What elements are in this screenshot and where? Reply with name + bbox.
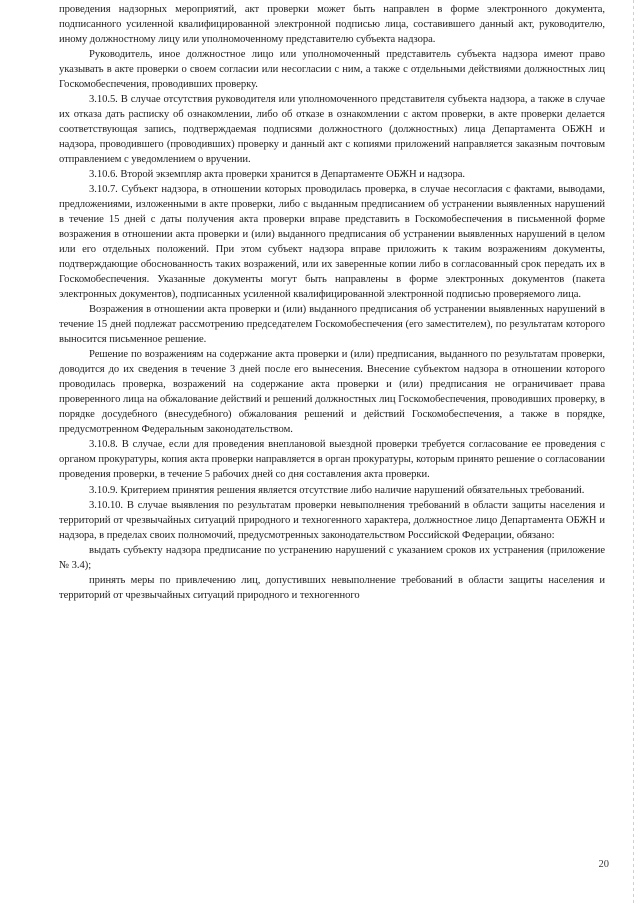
scan-edge xyxy=(633,0,634,905)
paragraph-3-10-5: 3.10.5. В случае отсутствия руководителя или уполномоченного представителя субъекта надзора, а также в случае их отказа дать расписку об ознакомлении, либо об отказе в ознакомлении с актом проверки, в акте проверки делается соответствующая запись, подтверждаемая подписями должностного (должностных) лица Департамента ОБЖН и надзора, проводившего (проводивших) проверку и данный акт с копиями приложений направляется заказным почтовым отправлением с уведомлением о вручении. xyxy=(59,94,605,166)
document-body xyxy=(59,2,605,603)
paragraph-3-10-7: 3.10.7. Субъект надзора, в отношении которых проводилась проверка, в случае несогласия с фактами, выводами, предложениями, изложенными в акте проверки, либо с выданным предписанием об устранении выявленных нарушений в течение 15 дней с даты получения акта проверки вправе представить в Госкомобеспечения в письменной форме возражения в отношении акта проверки и (или) выданного предписания об устранении выявленных нарушений в целом или его отдельных положений. При этом субъект надзора вправе приложить к таким возражениям документы, подтверждающие обоснованность таких возражений, или их заверенные копии либо в согласованный срок передать их в Госкомобеспечения. Указанные документы могут быть направлены в форме электронных документов (пакета электронных документов), подписанных усиленной квалифицированной электронной подписью проверяемого лица. xyxy=(59,184,605,301)
paragraph-issue-order: выдать субъекту надзора предписание по устранению нарушений с указанием сроков их устранения (приложение № 3.4); xyxy=(59,544,605,571)
page-number: 20 xyxy=(598,859,609,870)
paragraph-objections: Возражения в отношении акта проверки и (или) выданного предписания об устранении выявленных нарушений в течение 15 дней подлежат рассмотрению председателем Госкомобеспечения (его заместителем), по результатам которого выносится письменное решение. xyxy=(59,304,605,346)
paragraph-decision: Решение по возражениям на содержание акта проверки и (или) предписания, выданного по результатам проверки, доводится до их сведения в течение 3 дней после его вынесения. Внесение субъектом надзора в отношении которого проводилась проверка, возражений на содержание акта проверки и (или) предписания не ограничивает права проверенного лица на обжалование действий и решений должностных лиц Госкомобеспечения, проводивших проверку, в порядке досудебного (внесудебного) обжалования решений и действий Госкомобеспечения, а также в порядке, предусмотренном Федеральным законодательством. xyxy=(59,349,605,436)
paragraph-3-10-9: 3.10.9. Критерием принятия решения является отсутствие либо наличие нарушений обязательных требований. xyxy=(89,484,585,496)
paragraph-2: Руководитель, иное должностное лицо или уполномоченный представитель субъекта надзора имеют право указывать в акте проверки о своем согласии или несогласии с ним, а также с отдельными действиями должностных лиц Госкомобеспечения, проводивших проверку. xyxy=(59,49,605,91)
paragraph-1: проведения надзорных мероприятий, акт проверки может быть направлен в форме электронного документа, подписанного усиленной квалифицированной электронной подписью лица, составившего данный акт, руководителю, иному должностному лицу или уполномоченному представителю субъекта надзора. xyxy=(59,4,605,46)
paragraph-3-10-10: 3.10.10. В случае выявления по результатам проверки невыполнения требований в области защиты населения и территорий от чрезвычайных ситуаций природного и техногенного характера, должностное лицо Департамента ОБЖН и надзора, в пределах своих полномочий, предусмотренных законодательством Российской Федерации, обязано: xyxy=(59,499,605,541)
paragraph-3-10-6: 3.10.6. Второй экземпляр акта проверки хранится в Департаменте ОБЖН и надзора. xyxy=(89,169,465,181)
paragraph-take-measures: принять меры по привлечению лиц, допустивших невыполнение требований в области защиты населения и территорий от чрезвычайных ситуаций природного и техногенного xyxy=(59,574,605,601)
paragraph-3-10-8: 3.10.8. В случае, если для проведения внеплановой выездной проверки требуется согласование ее проведения с органом прокуратуры, копия акта проверки направляется в орган прокуратуры, которым принято решение о согласовании проведения проверки, в течение 5 рабочих дней со дня составления акта проверки. xyxy=(59,439,605,481)
